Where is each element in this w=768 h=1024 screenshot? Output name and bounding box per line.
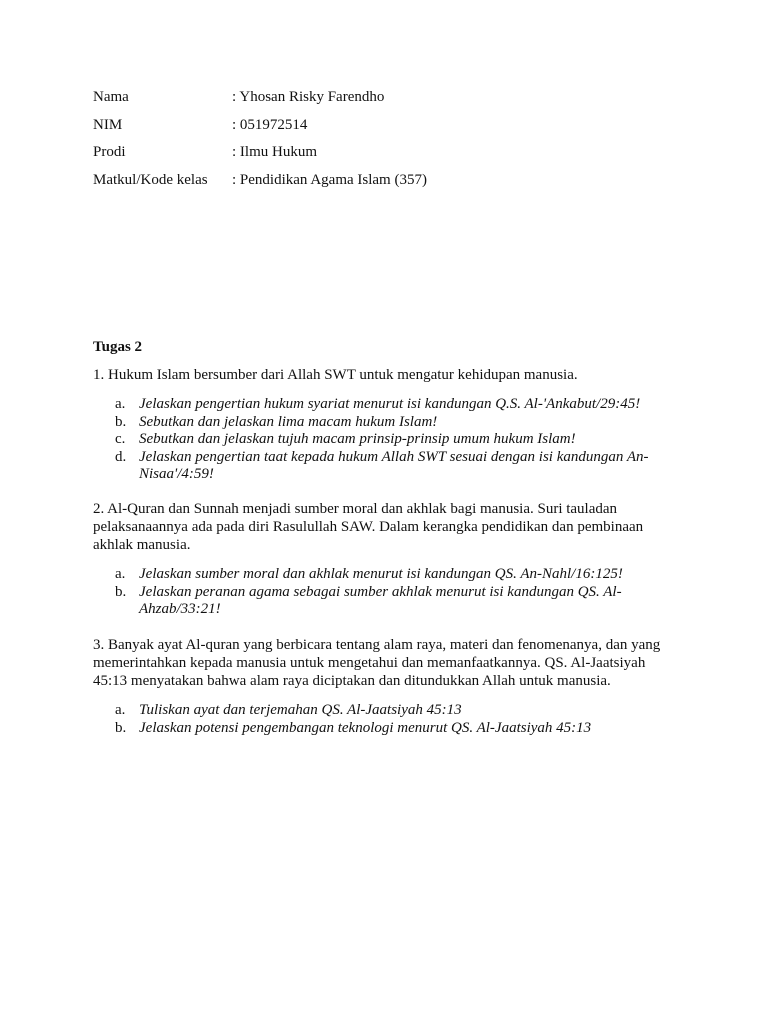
sub-question-text: Sebutkan dan jelaskan tujuh macam prinsip-prinsip umum hukum Islam!	[139, 431, 576, 447]
question-1	[93, 366, 673, 484]
sub-question	[93, 396, 673, 414]
sub-question-marker: b.	[115, 583, 127, 600]
sub-question-text: Jelaskan sumber moral dan akhlak menurut isi kandungan QS. An-Nahl/16:125!	[139, 566, 623, 582]
sub-question-marker: b.	[115, 413, 127, 430]
sub-question-marker: c.	[115, 431, 126, 447]
question-2	[93, 500, 673, 619]
sub-question-marker: b.	[115, 719, 127, 736]
info-value: : Yhosan Risky Farendho	[232, 89, 385, 105]
sub-question	[93, 584, 673, 619]
info-label: Nama	[93, 89, 129, 105]
info-value: : 051972514	[232, 116, 308, 133]
question-text: 2. Al-Quran dan Sunnah menjadi sumber moral dan akhlak bagi manusia. Suri tauladan pelaksanaannya ada pada diri Rasulullah SAW. Dalam kerangka pendidikan dan pembinaan akhlak manusia.	[93, 501, 644, 553]
info-value: : Ilmu Hukum	[232, 144, 317, 160]
sub-question-list	[93, 702, 673, 737]
sub-question	[93, 566, 673, 584]
info-row-nama	[93, 88, 427, 116]
student-info-table	[93, 88, 427, 198]
info-label: NIM	[93, 116, 123, 133]
info-value: : Pendidikan Agama Islam (357)	[232, 171, 427, 188]
info-row-nim	[93, 116, 427, 144]
sub-question-text: Jelaskan pengertian taat kepada hukum Allah SWT sesuai dengan isi kandungan An-Nisaa'/4:59!	[139, 448, 649, 482]
sub-question-list	[93, 566, 673, 619]
sub-question-text: Tuliskan ayat dan terjemahan QS. Al-Jaatsiyah 45:13	[139, 702, 462, 718]
sub-question	[93, 449, 673, 484]
sub-question	[93, 702, 673, 720]
sub-question-text: Jelaskan pengertian hukum syariat menurut isi kandungan Q.S. Al-'Ankabut/29:45!	[139, 396, 641, 412]
sub-question-marker: a.	[115, 702, 126, 718]
sub-question-list	[93, 396, 673, 484]
sub-question-text: Sebutkan dan jelaskan lima macam hukum Islam!	[139, 413, 438, 430]
sub-question-text: Jelaskan peranan agama sebagai sumber akhlak menurut isi kandungan QS. Al-Ahzab/33:21!	[139, 583, 622, 617]
sub-question-text: Jelaskan potensi pengembangan teknologi menurut QS. Al-Jaatsiyah 45:13	[139, 719, 592, 736]
question-text: 3. Banyak ayat Al-quran yang berbicara tentang alam raya, materi dan fenomenanya, dan yang memerintahkan kepada manusia untuk mengetahui dan memanfaatkannya. QS. Al-Jaatsiyah 45:13 menyatakan bahwa alam raya diciptakan dan ditundukkan Allah untuk manusia.	[93, 637, 661, 689]
sub-question-marker: a.	[115, 566, 126, 582]
assignment-title: Tugas 2	[93, 339, 143, 355]
sub-question-marker: a.	[115, 396, 126, 412]
info-row-matkul	[93, 171, 427, 199]
info-label: Matkul/Kode kelas	[93, 171, 208, 188]
question-text: 1. Hukum Islam bersumber dari Allah SWT untuk mengatur kehidupan manusia.	[93, 367, 578, 383]
info-label: Prodi	[93, 144, 126, 160]
sub-question	[93, 720, 673, 738]
sub-question-marker: d.	[115, 448, 127, 465]
question-3	[93, 636, 673, 737]
sub-question	[93, 431, 673, 449]
sub-question	[93, 414, 673, 432]
info-row-prodi	[93, 143, 427, 171]
